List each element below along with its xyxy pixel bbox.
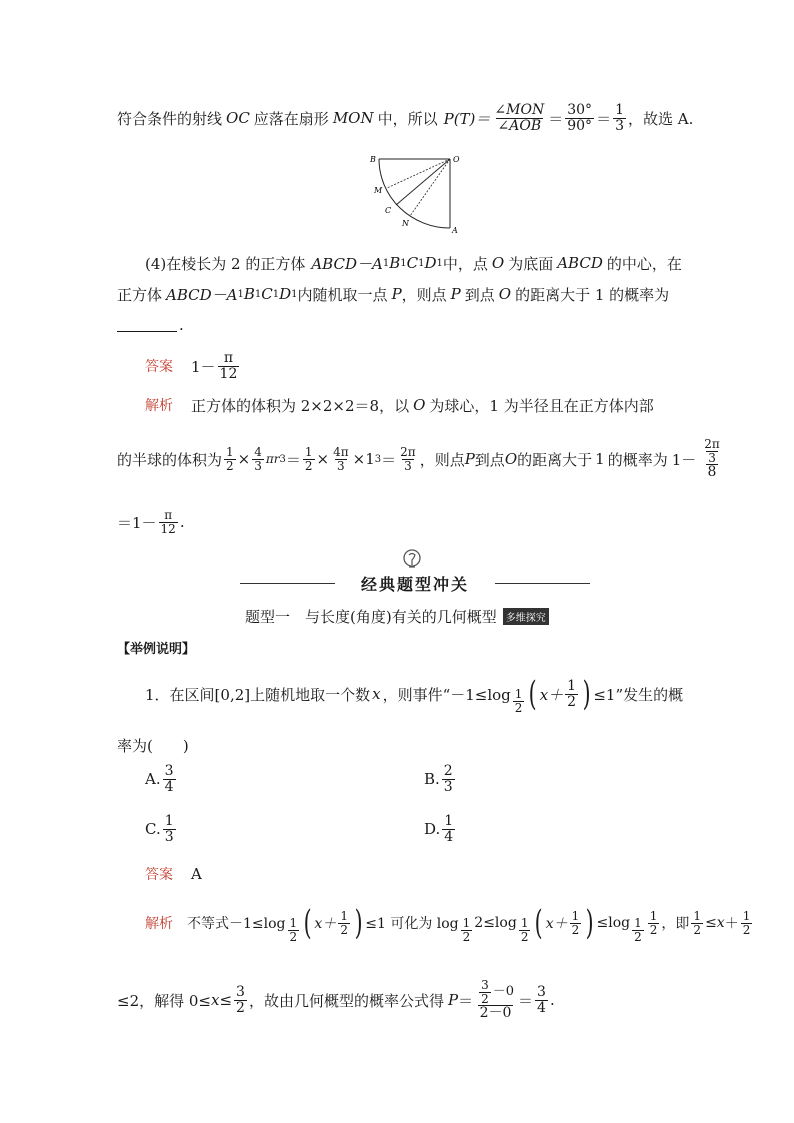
label-m: M	[374, 186, 383, 195]
label-n: N	[402, 219, 409, 228]
answer-blank	[117, 318, 177, 332]
solution-1-line-2: 的半球的体积为 $\frac{1}{2}$ × $\frac{4}{3}$ πr 3 ＝ $\frac{1}{2}$ × $\frac{4\pi}{3}$ ×1 3 ＝ $\frac{2\pi}{3}$ ，则点 P 到点 O 的距离大于 1 的概率为 1－ $\frac{\frac{2\pi}{3}}{8}$	[117, 426, 728, 492]
result-fraction: $\frac{1}{3}$	[615, 101, 624, 134]
option-d[interactable]: D. $\frac{1}{4}$	[424, 813, 454, 845]
degree-fraction: $\frac{30^\circ}{90^\circ}$	[567, 101, 593, 134]
solution-1-line-3: ＝1－ $\frac{\pi}{12}$ .	[117, 507, 185, 536]
option-c[interactable]: C. $\frac{1}{3}$	[145, 813, 174, 845]
bulb-icon	[402, 548, 422, 570]
q1-line-1: 1．在区间[0,2]上随机地取一个数 x ，则事件“－1≤log $\frac{1}{2}$ ( x＋ $\frac{1}{2}$ ) ≤1”发生的概	[145, 674, 684, 715]
label-b: B	[370, 155, 376, 164]
solution-2-line-1: 解析 不等式－1≤log $\frac{1}{2}$ ( x＋ $\frac{1}{2}$ ) ≤1 可化为 log $\frac{1}{2}$ 2 ≤log $\frac{1}{2}$ ( x＋ $\frac{1}{2}$ ) ≤log $\frac{1}{2}$ $\frac{1}{2}$ ，即 $\frac{1}{2}$ ≤ x ＋ $\frac{1}{2}$	[145, 903, 751, 944]
type-heading: 题型一 与长度(角度)有关的几何概型 多维探究	[245, 606, 549, 626]
ray-om	[387, 159, 450, 188]
angle-fraction: $\frac{\text{∠MON}}{\text{∠AOB}}$	[494, 101, 545, 134]
multi-explore-badge: 多维探究	[503, 608, 549, 625]
answer-2: 答案 A	[145, 865, 202, 883]
answer-label: 答案	[145, 867, 173, 883]
option-a[interactable]: A. $\frac{3}{4}$	[145, 763, 174, 795]
answer-label: 答案	[145, 359, 173, 375]
solution-label: 解析	[145, 398, 173, 414]
q4-line-1: (4)在棱长为 2 的正方体 ABCD－A 1 B 1 C 1 D 1 中，点 O 为底面 ABCD 的中心，在	[145, 254, 682, 273]
label-o: O	[453, 155, 460, 164]
q4-line-2: 正方体 ABCD－A 1 B 1 C 1 D 1 内随机取一点 P ，则点 P 到点 O 的距离大于 1 的概率为	[117, 285, 670, 304]
label-c: C	[385, 206, 392, 215]
q1-line-2: 率为( )	[117, 736, 189, 755]
probability-fraction: $\frac{3}{2}$ －0 2－0	[479, 978, 515, 1022]
section-title: 经典题型冲关	[360, 575, 469, 594]
sector-figure	[365, 150, 465, 235]
arc-ba	[379, 159, 450, 228]
ray-oc	[396, 159, 450, 205]
answer-1: 答案 1－ $\frac{\pi}{12}$	[145, 349, 238, 382]
label-a: A	[452, 226, 458, 235]
solution-1-line-1: 解析 正方体的体积为 2×2×2＝8，以 O 为球心，1 为半径且在正方体内部	[145, 396, 654, 415]
q4-blank-line: .	[117, 314, 184, 336]
solution-label: 解析	[145, 916, 173, 932]
solution-2-line-2: ≤2，解得 0≤ x ≤ $\frac{3}{2}$ ，故由几何概型的概率公式得 P ＝ $\frac{3}{2}$ －0 2－0 ＝ $\frac{3}{4}$ .	[117, 978, 555, 1022]
option-b[interactable]: B. $\frac{2}{3}$	[424, 763, 453, 795]
section-header	[240, 572, 590, 594]
compound-fraction: $\frac{\frac{2\pi}{3}}{8}$	[704, 437, 720, 481]
intro-line: 符合条件的射线 OC 应落在扇形 MON 中，所以 P(T)＝ $\frac{\text{∠MON}}{\text{∠AOB}}$ ＝ $\frac{30^\circ}{90^\circ}$ ＝ $\frac{1}{3}$ ，故选 A.	[117, 101, 694, 134]
example-label: 【举例说明】	[117, 641, 196, 657]
